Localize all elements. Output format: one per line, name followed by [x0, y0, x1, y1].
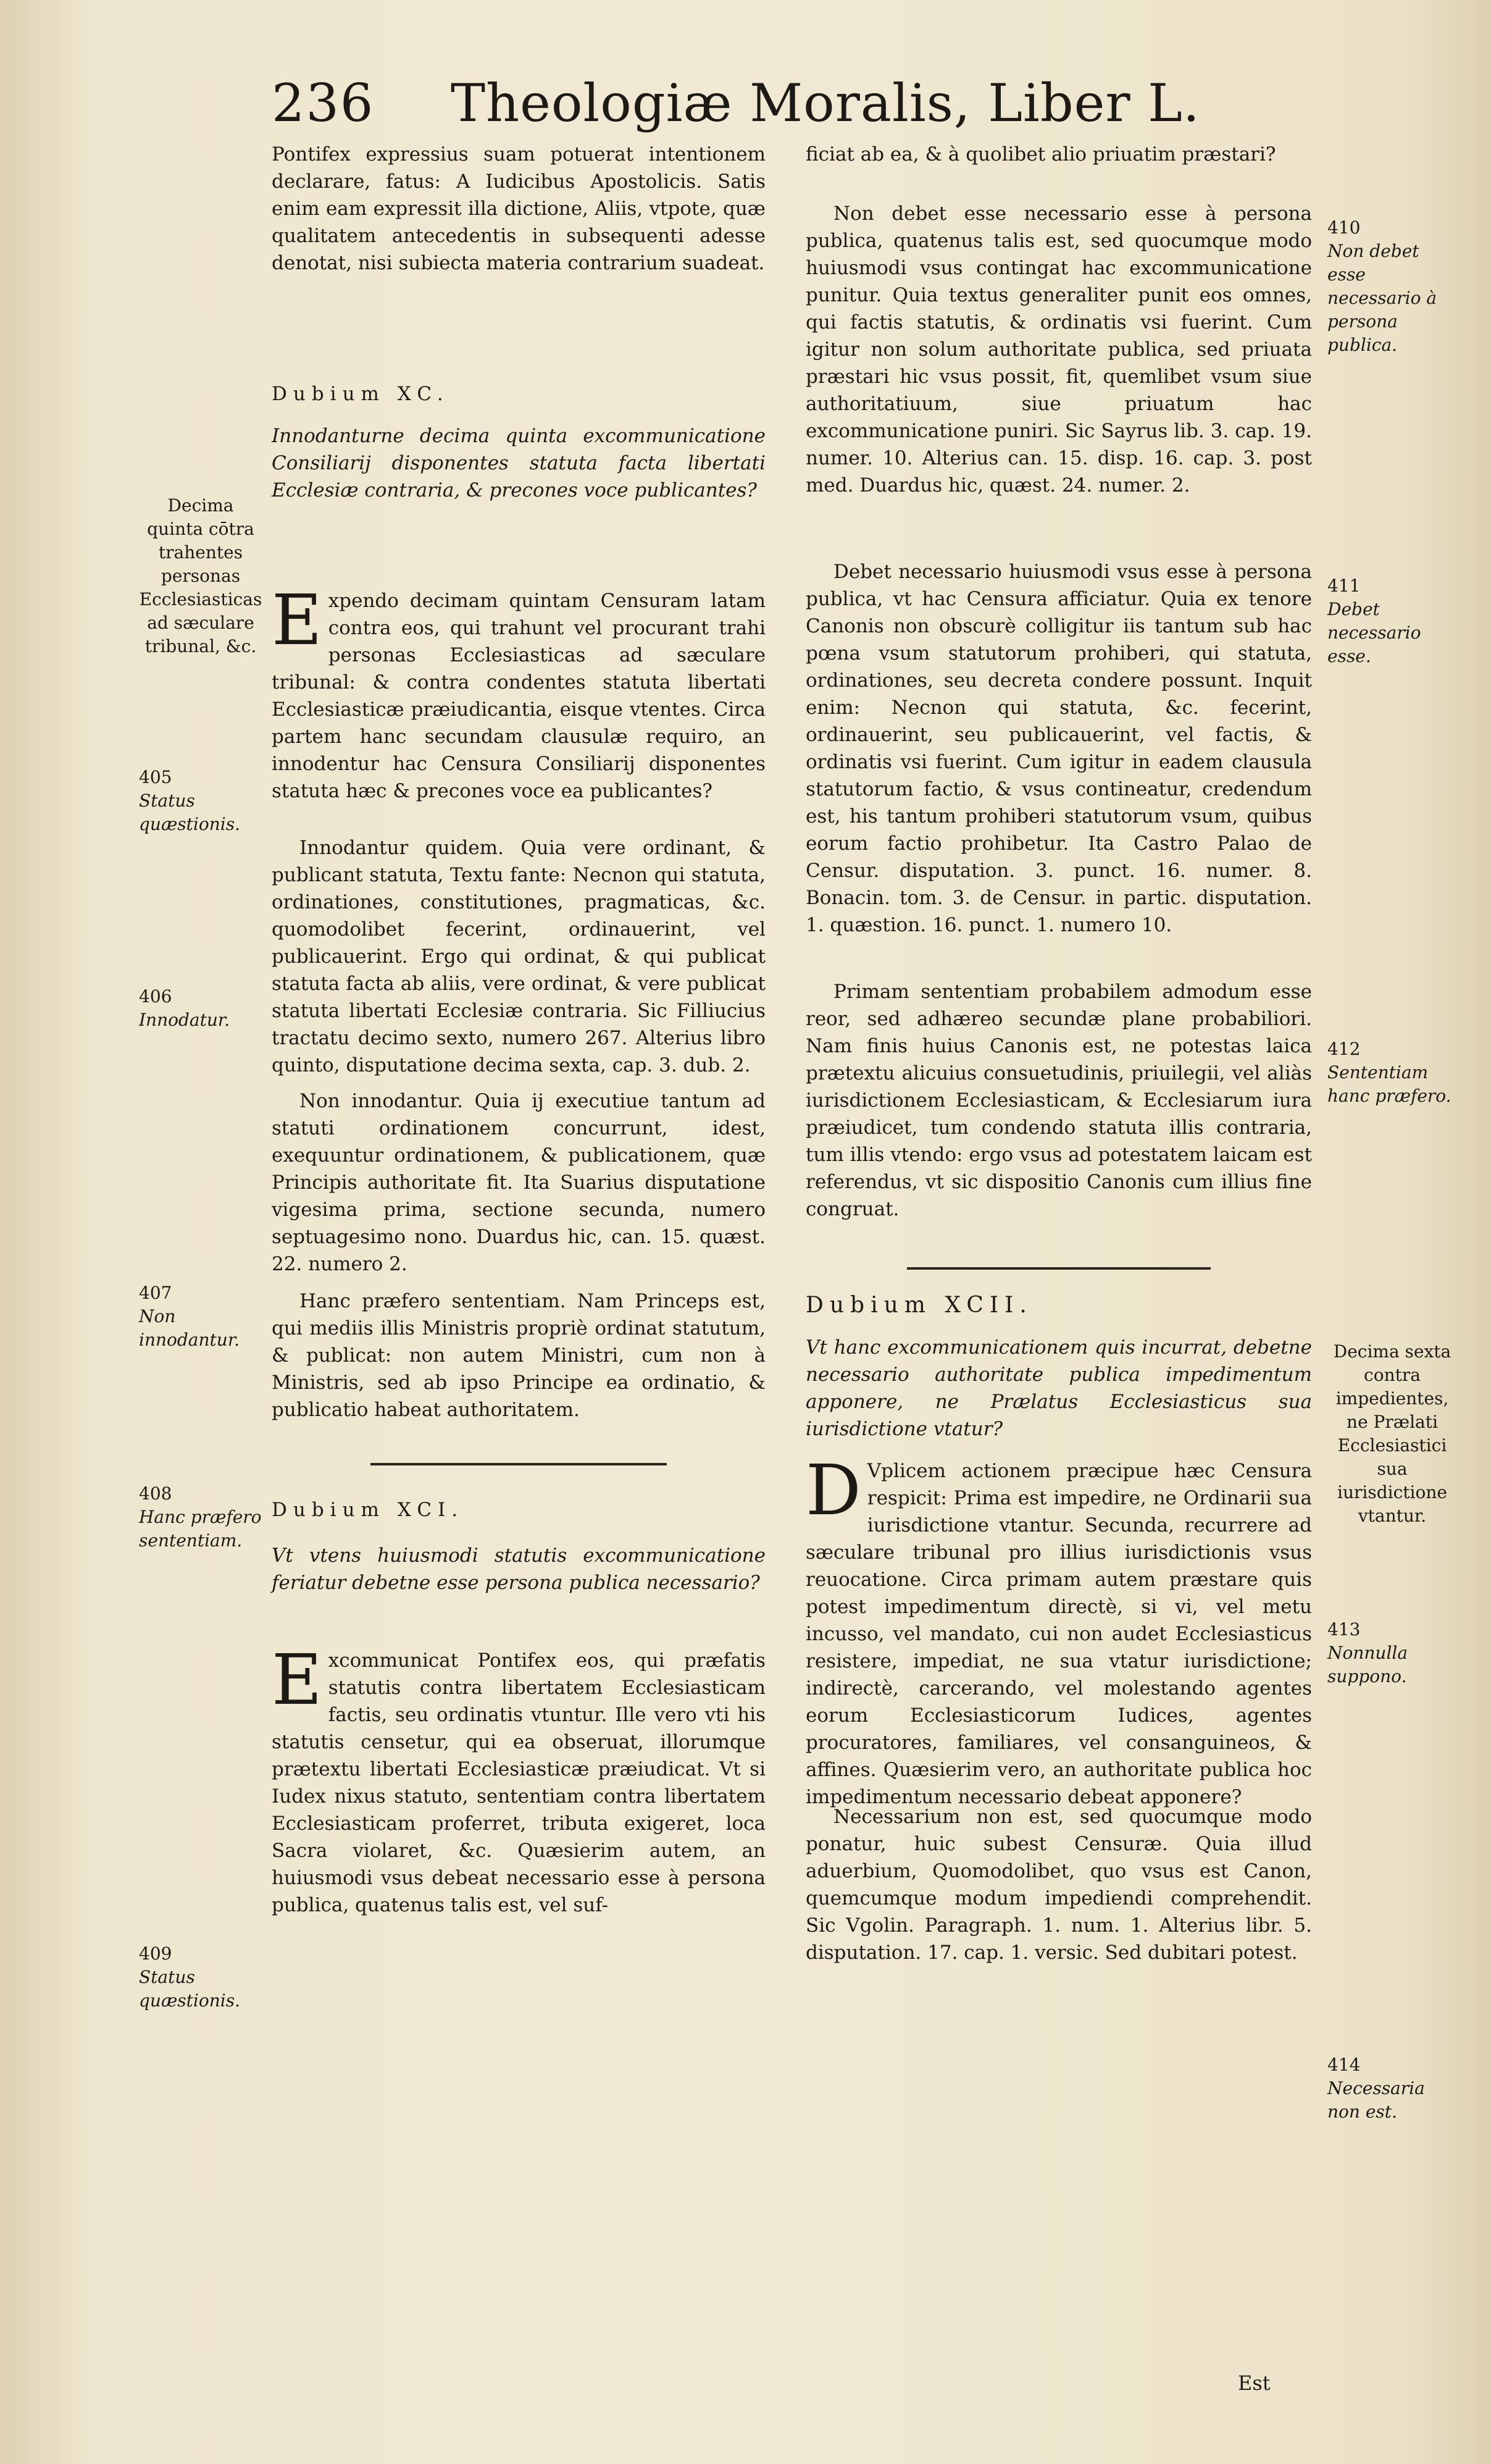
margin-text: Non innodantur. [139, 1306, 240, 1350]
running-title: Theologiæ Moralis, Liber L. [451, 73, 1200, 133]
margin-text: Sententiam hanc præfero. [1327, 1062, 1451, 1106]
dubium-92-title: Vt hanc excommunicationem quis incurrat, debetne necessario authoritate publica impedimentum apponere, ne Prælatus Ecclesiasticus sua iurisdictione vtatur? [806, 1336, 1312, 1440]
catchword: Est [1238, 2371, 1271, 2395]
margin-note-decima-sexta: Decima sexta contra impedientes, ne Prælati Ecclesiastici sua iurisdictione vtantur. [1333, 1341, 1451, 1526]
margin-note-410 [1327, 216, 1457, 357]
margin-number: 413 [1327, 1619, 1361, 1640]
margin-number: 406 [139, 986, 172, 1007]
margin-text: Nonnulla suppono. [1327, 1643, 1408, 1687]
margin-note-405 [139, 766, 262, 836]
margin-note-414 [1327, 2053, 1457, 2124]
margin-text: Non debet esse necessario à persona publica. [1327, 241, 1437, 355]
paragraph-409 [272, 1640, 766, 1919]
left-column [272, 141, 766, 1919]
margin-text: Hanc præfero sententiam. [139, 1507, 262, 1551]
paragraph-409-text: xcommunicat Pontifex eos, qui præfatis statutis contra libertatem Ecclesiasticam factis, seu ordinatis vtuntur. Ille vero vti his statutis censetur, qui ea obseruat, illorumque prætextu libertati Ecclesiasticæ præiudicat. Vt si Iudex nixus statuto, sententiam contra libertatem Ecclesiasticam proferret, tributa exigeret, loca Sacra violaret, &c. Quæsierim autem, an huiusmodi vsus debeat necessario esse à persona publica, quatenus talis est, vel suf- [272, 1649, 766, 1916]
margin-number: 407 [139, 1283, 172, 1303]
margin-text: Status quæstionis. [139, 1967, 240, 2011]
margin-number: 408 [139, 1483, 172, 1504]
paragraph-405-text: xpendo decimam quintam Censuram latam contra eos, qui trahunt vel procurant trahi personas Ecclesiasticas ad sæculare tribunal: & contra condentes statuta libertati Ecclesiasticæ præiudicantia, eisque vtentes. Circa partem hanc secundam clausulæ requiro, an innodentur hac Censura Consiliarij disponentes statuta hæc & precones voce ea publicantes? [272, 590, 766, 802]
paragraph-406: Innodantur quidem. Quia vere ordinant, & publicant statuta, Textu fante: Necnon qui statuta, ordinationes, constitutiones, pragmaticas, &c. quomodolibet fecerint, ordinauerint, vel publicauerint. Ergo qui ordinat, & qui publicat statuta facta ab aliis, vere ordinat, & vere publicat statuta libertati Ecclesiæ contraria. Sic Filliucius tractatu decimo sexto, numero 267. Alterius libro quinto, disputatione decima sexta, cap. 3. dub. 2. [272, 837, 766, 1076]
dubium-92-heading: Dubium XCII. [806, 1293, 1033, 1318]
margin-number: 411 [1327, 576, 1361, 596]
margin-text: Innodatur. [139, 1010, 230, 1030]
margin-text: Necessaria non est. [1327, 2078, 1425, 2122]
paragraph-412: Primam sententiam probabilem admodum esse reor, sed adhæreo secundæ plane probabiliori. Nam finis huius Canonis est, ne potestas laica prætextu alicuius consuetudinis, priuilegii, vel aliàs iurisdictionem Ecclesiasticam, & Ecclesiarum iura præiudicet, tum condendo statuta illis contraria, tum illis vtendo: ergo vsus ad potestatem laicam est referendus, vt sic dispositio Canonis cum illius fine congruat. [806, 981, 1312, 1220]
margin-note-409 [139, 1942, 262, 2013]
dubium-90-heading: Dubium XC. [272, 383, 449, 405]
paragraph-414: Necessarium non est, sed quocumque modo ponatur, huic subest Censuræ. Quia illud aduerbium, Quomodolibet, quo vsus est Canon, quemcumque modum impediendi comprehendit. Sic Vgolin. Paragraph. 1. num. 1. Alterius libr. 5. disputation. 17. cap. 1. versic. Sed dubitari potest. [806, 1806, 1312, 1964]
margin-note-412 [1327, 1037, 1457, 1108]
page-number: 236 [272, 73, 375, 133]
dubium-91-title: Vt vtens huiusmodi statutis excommunicatione feriatur debetne esse persona publica necessario? [272, 1544, 766, 1594]
drop-cap: E [272, 580, 322, 661]
margin-note-407 [139, 1281, 262, 1352]
margin-note-406 [139, 985, 262, 1032]
paragraph-413 [806, 1451, 1312, 1808]
dubium-90-title: Innodanturne decima quinta excommunicatione Consiliarij disponentes statuta facta libertati Ecclesiæ contraria, & precones voce publicantes? [272, 425, 766, 501]
margin-number: 410 [1327, 217, 1361, 238]
paragraph-407: Non innodantur. Quia ij executiue tantum ad statuti ordinationem concurrunt, idest, exequuntur ordinationem, & publicationem, quæ Principis authoritate fit. Ita Suarius disputatione vigesima prima, sectione secunda, numero septuagesimo nono. Duardus hic, can. 15. quæst. 22. numero 2. [272, 1090, 766, 1275]
margin-number: 409 [139, 1943, 172, 1964]
paragraph-408: Hanc præfero sententiam. Nam Princeps est, qui mediis illis Ministris propriè ordinat statutum, & publicat: non autem Ministri, cum non à Ministris, sed ab ipso Principe ea ordinatio, & publicatio habeat authoritatem. [272, 1290, 766, 1421]
margin-note-408 [139, 1482, 262, 1553]
margin-number: 414 [1327, 2055, 1361, 2075]
margin-number: 405 [139, 767, 172, 787]
margin-note-413 [1327, 1618, 1457, 1688]
page-header [272, 73, 1235, 141]
continued-paragraph: ficiat ab ea, & à quolibet alio priuatim præstari? [806, 143, 1276, 166]
dubium-91-heading: Dubium XCI. [272, 1499, 464, 1521]
margin-note-decima-quinta: Decima quinta cōtra trahentes personas Ecclesiasticas ad sæculare tribunal, &c. [139, 495, 262, 656]
margin-text: Debet necessario esse. [1327, 599, 1421, 666]
margin-note-411 [1327, 574, 1457, 668]
intro-paragraph: Pontifex expressius suam potuerat intentionem declarare, fatus: A Iudicibus Apostolicis. Satis enim eam expressit illa dictione, Aliis, vtpote, quæ qualitatem antecedentis in subsequenti adesse denotat, nisi subiecta materia contrarium suadeat. [272, 143, 766, 274]
margin-text: Status quæstionis. [139, 790, 240, 834]
paragraph-411: Debet necessario huiusmodi vsus esse à persona publica, vt hac Censura afficiatur. Quia ex tenore Canonis non obscurè colligitur iis tantum sub hac pœna vsum statutorum prohiberi, qui statuta, ordinationes, seu decreta condere possunt. Inquit enim: Necnon qui statuta, &c. fecerint, ordinauerint, seu publicauerint, vel factis, & ordinatis vsi fuerint. Cum igitur in eadem clausula statutorum factio, & vsus contineatur, credendum est, his tantum prohiberi statutorum vsum, quibus eorum factio prohibetur. Ita Castro Palao de Censur. disputation. 3. punct. 16. numer. 8. Bonacin. tom. 3. de Censur. in partic. disputation. 1. quæstion. 16. punct. 1. numero 10. [806, 561, 1312, 936]
paragraph-410: Non debet esse necessario esse à persona publica, quatenus talis est, sed quocumque modo huiusmodi vsus contingat hac excommunicatione punitur. Quia textus generaliter punit eos omnes, qui factis statutis, & ordinatis vsi fuerint. Cum igitur non solum authoritate publica, sed priuata præstari hic vsus possit, fit, quemlibet vsum siue authoritatiuum, siue priuatum hac excommunicatione puniri. Sic Sayrus lib. 3. cap. 19. numer. 10. Alterius can. 15. disp. 16. cap. 3. post med. Duardus hic, quæst. 24. numer. 2. [806, 203, 1312, 497]
right-column [806, 141, 1312, 1966]
paragraph-413-text: Vplicem actionem præcipue hæc Censura respicit: Prima est impedire, ne Ordinarii sua iurisdictione vtantur. Secunda, recurrere ad sæculare tribunal pro illius iurisdictionis vsus reuocatione. Circa primam autem præstare quis potest impedimentum directè, si vi, vel metu incusso, vel mandato, cui non audet Ecclesiasticus resistere, impediat, ne sua vtatur iurisdictione; indirectè, carcerando, vel molestando agentes eorum Ecclesiasticorum Iudices, agentes procuratores, familiares, vel consanguineos, & affines. Quæsierim vero, an authoritate publica hoc impedimentum necessario debeat apponere? [806, 1460, 1312, 1808]
margin-number: 412 [1327, 1039, 1361, 1059]
drop-cap: E [272, 1640, 322, 1720]
paragraph-405 [272, 580, 766, 834]
drop-cap: D [806, 1451, 861, 1531]
